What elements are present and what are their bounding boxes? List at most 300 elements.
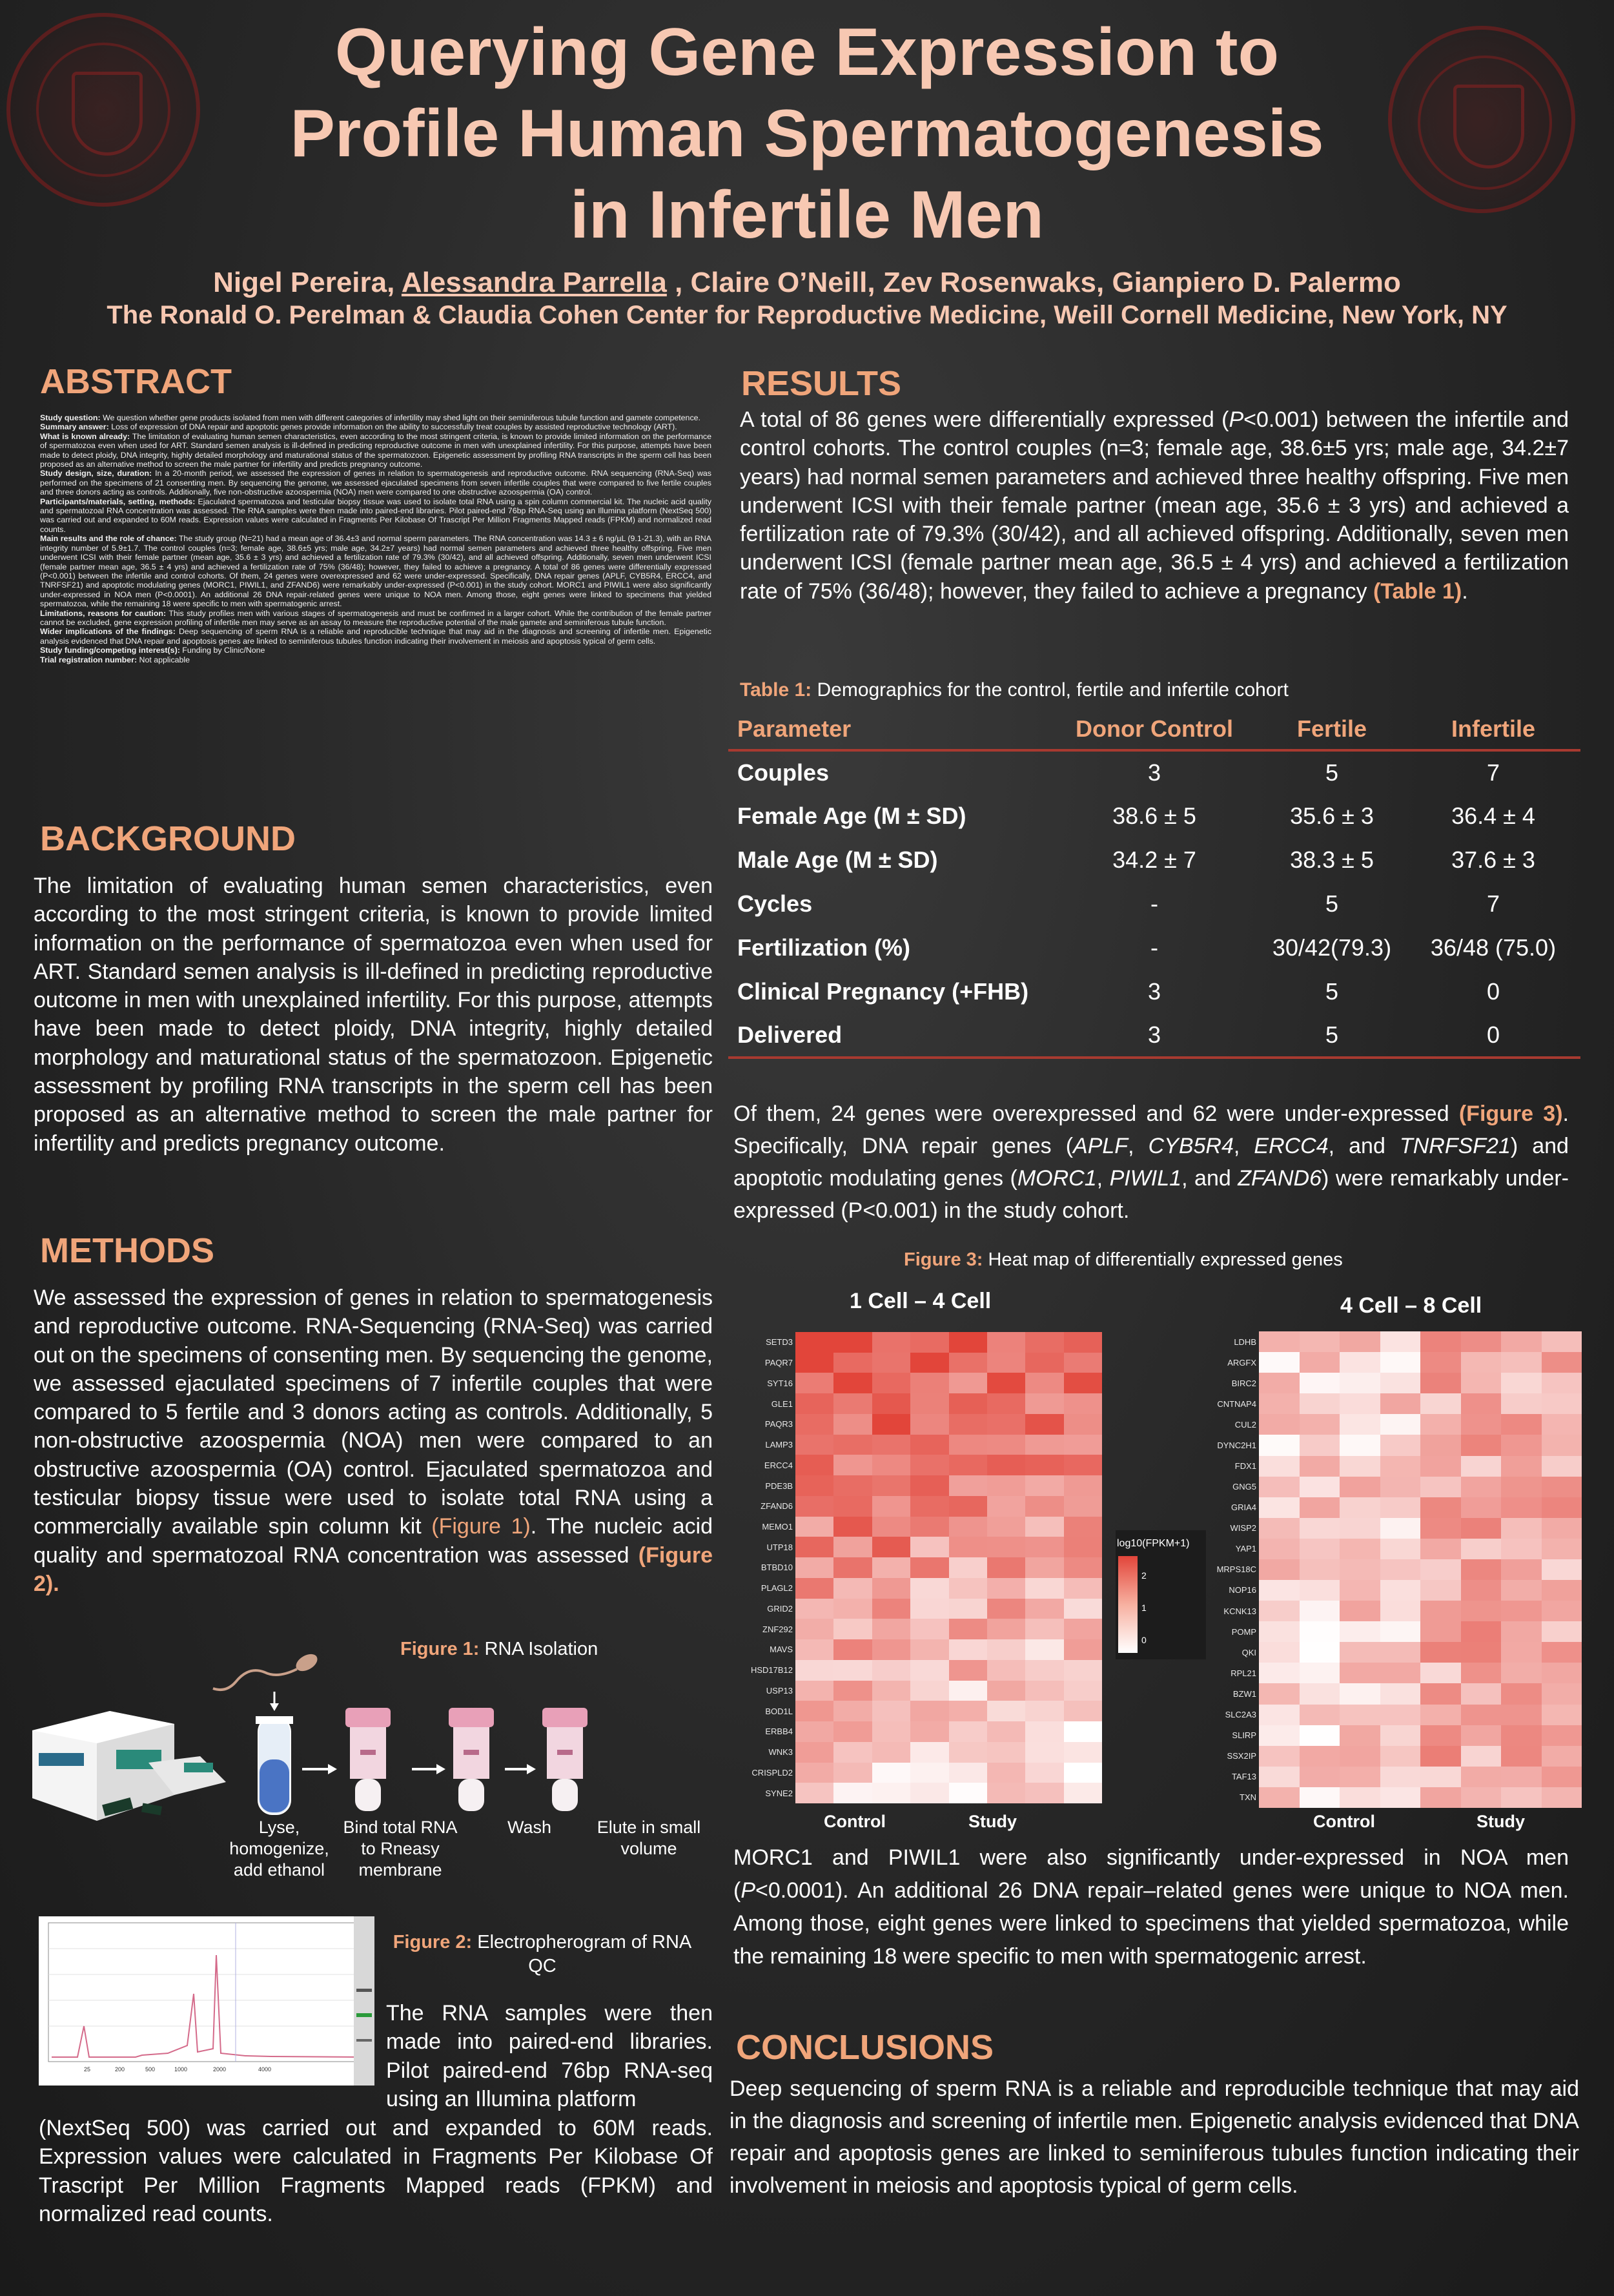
- heatmap-cell: [1420, 1767, 1461, 1787]
- heatmap-cell: [795, 1742, 833, 1763]
- gene-label: FDX1: [1234, 1461, 1256, 1471]
- table-cell: 36/48 (75.0): [1430, 934, 1557, 961]
- gene-label: BTBD10: [761, 1563, 793, 1573]
- title-line: in Infertile Men: [570, 178, 1044, 252]
- heatmap-cell: [1340, 1642, 1380, 1663]
- heatmap-cell: [1025, 1619, 1063, 1639]
- affiliation: The Ronald O. Perelman & Claudia Cohen Center for Reproductive Medicine, Weill Cornell Medicine, New York, NY: [107, 301, 1507, 329]
- heatmap-cell: [1542, 1497, 1582, 1518]
- heatmap-cell: [1259, 1663, 1300, 1683]
- abstract-item-text: This study profiles men with various stages of spermatogenesis and must be confirmed in a larger cohort. While the contribution of the female partner cannot be excluded, gene expression profiling of infertile men may serve as an assay to measure the reproductive potential of the male gamete and seminiferous tubule function.: [40, 608, 711, 627]
- abstract-heading: ABSTRACT: [40, 362, 232, 401]
- gene-label: YAP1: [1235, 1544, 1256, 1554]
- abstract-item-text: The limitation of evaluating human semen characteristics, even according to the most stringent criteria, is known to provide limited information on the performance of spermatozoa even when used for ART. Standard semen analysis is ill-defined in predicting reproductive outcome in men with unexplained infertility. For this purpose, attempts have been made to detect ploidy, DNA integrity, highly detailed morphology and maturational status of the spermatozoon. Epigenetic assessment by profiling RNA transcripts in the sperm cell has been proposed as an alternative method to screen the male partner for infertility and predicts pregnancy outcome.: [40, 431, 711, 469]
- heatmap-cell: [987, 1721, 1025, 1742]
- heatmap-cell: [1340, 1435, 1380, 1455]
- heatmap-cell: [1420, 1705, 1461, 1725]
- heatmap-cell: [1300, 1642, 1340, 1663]
- table-row: [728, 882, 1580, 926]
- heatmap-cell: [1300, 1767, 1340, 1787]
- text-part: <0.0001). An additional 26 DNA repair–related genes were unique to NOA men. Among those, eight genes were linked to specimens that yielded spermatozoa, while the remaining 18 were specific to men with spermatogenic arrest.: [733, 1878, 1569, 1969]
- heatmap-cell: [1380, 1539, 1421, 1559]
- table-row: [728, 838, 1580, 882]
- gel-lane: [354, 1916, 374, 2086]
- heatmap-cell: [795, 1475, 833, 1496]
- heatmap-cell: [1420, 1601, 1461, 1621]
- heatmap-cell: [1340, 1746, 1380, 1767]
- heatmap-cell: [1300, 1477, 1340, 1497]
- heatmap-cell: [949, 1496, 987, 1517]
- heatmap-cell: [1542, 1518, 1582, 1539]
- heatmap-cell: [949, 1353, 987, 1373]
- gene-name: MORC1: [1017, 1166, 1097, 1191]
- heatmap-cell: [949, 1763, 987, 1783]
- abstract-item-label: Trial registration number:: [40, 655, 138, 664]
- heatmap-cell: [1259, 1477, 1300, 1497]
- gene-label: HSD17B12: [750, 1665, 793, 1676]
- text-part: ) were remarkably under-expressed (P<0.001) in the study cohort.: [733, 1166, 1569, 1223]
- heatmap-cell: [987, 1517, 1025, 1537]
- heatmap-cell: [1461, 1705, 1502, 1725]
- heatmap-cell: [910, 1435, 948, 1455]
- abstract-item: [40, 413, 711, 422]
- heatmap-cell: [872, 1353, 910, 1373]
- heatmap-cell: [1542, 1539, 1582, 1559]
- heatmap-cell: [1420, 1642, 1461, 1663]
- x-label-control: Control: [1313, 1812, 1375, 1831]
- table-1-caption: [740, 679, 1289, 701]
- heatmap-cell: [1300, 1373, 1340, 1393]
- x-label-study: Study: [968, 1812, 1017, 1831]
- results-paragraph-3: [733, 1841, 1569, 1973]
- heatmap-cell: [795, 1763, 833, 1783]
- heatmap-cell: [795, 1681, 833, 1701]
- heatmap-cell: [910, 1721, 948, 1742]
- heatmap-cell: [1025, 1373, 1063, 1393]
- heatmap-cell: [1025, 1783, 1063, 1803]
- heatmap-cell: [795, 1373, 833, 1393]
- heatmap-cell: [1501, 1435, 1542, 1455]
- heatmap-cell: [1064, 1660, 1102, 1681]
- heatmap-cell: [1380, 1393, 1421, 1414]
- methods-text-full: (NextSeq 500) was carried out and expanded to 60M reads. Expression values were calculated in Fragments Per Kilobase Of Trascript Per Million Fragments Mapped reads (FPKM) and normalized read counts.: [39, 2116, 713, 2226]
- heatmap-cell: [987, 1701, 1025, 1721]
- heatmap-cell: [1025, 1681, 1063, 1701]
- heatmap-cell: [1300, 1580, 1340, 1601]
- heatmap-cell: [949, 1557, 987, 1578]
- x-label-control: Control: [824, 1812, 886, 1831]
- heatmap-cell: [910, 1599, 948, 1619]
- cornell-medical-college-seal: [6, 13, 200, 207]
- abstract-item-label: Participants/materials, setting, methods:: [40, 497, 196, 506]
- heatmap-cell: [1025, 1455, 1063, 1475]
- table-cell: 7: [1486, 759, 1500, 786]
- heatmap-cell: [1380, 1663, 1421, 1683]
- heatmap-cell: [949, 1742, 987, 1763]
- text-part: A total of 86 genes were differentially expressed (: [740, 407, 1229, 432]
- heatmap-cell: [949, 1475, 987, 1496]
- heatmap-cell: [1542, 1580, 1582, 1601]
- heatmap-cell: [1380, 1559, 1421, 1580]
- heatmap-cell: [1259, 1580, 1300, 1601]
- heatmap-cell: [1380, 1767, 1421, 1787]
- heatmap-cell: [1461, 1331, 1502, 1352]
- heatmap-cell: [987, 1414, 1025, 1435]
- caption-label: Figure 3:: [904, 1249, 983, 1270]
- author: , Claire O’Neill, Zev Rosenwaks, Gianpiero D. Palermo: [666, 267, 1401, 298]
- heatmap-cell: [1340, 1621, 1380, 1642]
- heatmap-cell: [987, 1619, 1025, 1639]
- heatmap-left-title: 1 Cell – 4 Cell: [850, 1289, 992, 1313]
- heatmap-cell: [1259, 1746, 1300, 1767]
- heatmap-cell: [872, 1475, 910, 1496]
- heatmap-cell: [1340, 1725, 1380, 1746]
- text-part: . Specifically, DNA repair genes (: [733, 1102, 1569, 1158]
- gene-label: MRPS18C: [1216, 1564, 1256, 1575]
- heatmap-cell: [1542, 1435, 1582, 1455]
- heatmap-cell: [910, 1496, 948, 1517]
- heatmap-cell: [1542, 1621, 1582, 1642]
- heatmap-cell: [949, 1455, 987, 1475]
- gene-label: BOD1L: [765, 1706, 793, 1716]
- heatmap-cell: [1300, 1787, 1340, 1808]
- heatmap-cell: [833, 1414, 872, 1435]
- gene-label: GLE1: [771, 1399, 793, 1409]
- heatmap-cell: [1501, 1705, 1542, 1725]
- caption-text: Demographics for the control, fertile and infertile cohort: [812, 679, 1289, 701]
- heatmap-cell: [795, 1496, 833, 1517]
- heatmap-cell: [1461, 1352, 1502, 1373]
- heatmap-cell: [1420, 1746, 1461, 1767]
- heatmap-cell: [987, 1353, 1025, 1373]
- heatmap-cell: [1501, 1518, 1542, 1539]
- heatmap-cell: [949, 1414, 987, 1435]
- gene-name: CYB5R4: [1148, 1134, 1234, 1158]
- poster-title: [194, 12, 1420, 256]
- table-header-row: [728, 709, 1580, 750]
- heatmap-cell: [1542, 1683, 1582, 1704]
- heatmap-cell: [1461, 1601, 1502, 1621]
- heatmap-cell: [1501, 1559, 1542, 1580]
- heatmap-cell: [949, 1599, 987, 1619]
- author: Nigel Pereira,: [213, 267, 402, 298]
- heatmap-cell: [1064, 1353, 1102, 1373]
- heatmap-cell: [1501, 1414, 1542, 1435]
- heatmap-cell: [1064, 1639, 1102, 1660]
- heatmap-cell: [1461, 1393, 1502, 1414]
- heatmap-cell: [1420, 1352, 1461, 1373]
- abstract-item: [40, 655, 711, 664]
- heatmap-cell: [1300, 1456, 1340, 1477]
- abstract-item: [40, 646, 711, 655]
- heatmap-cell: [833, 1537, 872, 1557]
- heatmap-cell: [949, 1639, 987, 1660]
- table-cell: Couples: [737, 759, 830, 786]
- heatmap-cell: [1461, 1456, 1502, 1477]
- heatmap-cell: [910, 1783, 948, 1803]
- heatmap-cell: [1025, 1599, 1063, 1619]
- heatmap-cell: [1064, 1578, 1102, 1599]
- heatmap-cell: [1025, 1537, 1063, 1557]
- methods-heading: METHODS: [40, 1231, 214, 1270]
- heatmap-cell: [795, 1455, 833, 1475]
- heatmap-cell: [833, 1763, 872, 1783]
- heatmap-cell: [872, 1517, 910, 1537]
- heatmap-cell: [1259, 1539, 1300, 1559]
- heatmap-cell: [1501, 1601, 1542, 1621]
- heatmap-cell: [1542, 1746, 1582, 1767]
- heatmap-cell: [795, 1393, 833, 1414]
- heatmap-cell: [1542, 1456, 1582, 1477]
- heatmap-cell: [987, 1639, 1025, 1660]
- gene-label: QKI: [1241, 1647, 1256, 1657]
- heatmap-cell: [1461, 1559, 1502, 1580]
- heatmap-cell: [1025, 1435, 1063, 1455]
- heatmap-cell: [987, 1373, 1025, 1393]
- heatmap-cell: [987, 1681, 1025, 1701]
- heatmap-cell: [1420, 1435, 1461, 1455]
- heatmap-cell: [987, 1742, 1025, 1763]
- heatmap-cell: [987, 1537, 1025, 1557]
- heatmap-cell: [1259, 1497, 1300, 1518]
- heatmap-cell: [1420, 1497, 1461, 1518]
- heatmap-cell: [1064, 1332, 1102, 1353]
- title-line: Querying Gene Expression to: [334, 15, 1280, 90]
- gene-label: CRISPLD2: [751, 1767, 793, 1778]
- gene-label: ERCC4: [764, 1460, 793, 1470]
- heatmap-cell: [833, 1455, 872, 1475]
- heatmap-cell: [833, 1353, 872, 1373]
- heatmap-cell: [1064, 1681, 1102, 1701]
- heatmap-cell: [872, 1557, 910, 1578]
- gene-name: ZFAND6: [1238, 1166, 1322, 1191]
- table-cell: 30/42(79.3): [1272, 934, 1392, 961]
- abstract-item-label: Study funding/competing interest(s):: [40, 646, 180, 655]
- heatmap-cell: [1340, 1477, 1380, 1497]
- heatmap-cell: [1380, 1621, 1421, 1642]
- text-part: , and: [1328, 1134, 1400, 1158]
- methods-text-part: . The nucleic acid quality and spermatozoal RNA concentration was assessed: [34, 1514, 713, 1568]
- gene-name: TNRFSF21: [1399, 1134, 1511, 1158]
- text-part: <0.001) between the infertile and control cohorts. The control couples (n=3; female age, 38.6±5 yrs; male age, 34.2±7 years) had normal semen parameters and achieved three healthy offspring. Five men underwent ICSI with their female partner (mean age, 35.6 ± 3 yrs) and achieved a fertilization rate of 79.3% (30/42), and all achieved offspring. Additionally, seven men underwent ICSI (female partner mean age, 36.5 ± 4 yrs) and achieved a fertilization rate of 75% (36/48); however, they failed to achieve a pregnancy: [740, 407, 1569, 604]
- heatmap-cell: [1259, 1435, 1300, 1455]
- heatmap-cell: [910, 1517, 948, 1537]
- heatmap-cell: [1300, 1683, 1340, 1704]
- heatmap-cell: [1420, 1663, 1461, 1683]
- heatmap-cell: [872, 1599, 910, 1619]
- heatmap-cell: [1064, 1763, 1102, 1783]
- heatmap-cell: [1340, 1663, 1380, 1683]
- heatmap-cell: [1064, 1475, 1102, 1496]
- heatmap-right-gene-labels: [1207, 1331, 1256, 1808]
- heatmap-cell: [987, 1660, 1025, 1681]
- heatmap-cell: [1380, 1518, 1421, 1539]
- heatmap-cell: [1380, 1497, 1421, 1518]
- table-cell: Male Age (M ± SD): [737, 846, 938, 873]
- abstract-item-text: We question whether gene products isolated from men with different categories of infertility may shed light on their seminiferous tubule function and gamete competence.: [100, 413, 700, 422]
- heatmap-cell: [1420, 1518, 1461, 1539]
- heatmap-cell: [1461, 1373, 1502, 1393]
- heatmap-cell: [1259, 1456, 1300, 1477]
- legend-title: log10(FPKM+1): [1117, 1538, 1190, 1549]
- gene-label: RPL21: [1231, 1668, 1256, 1678]
- heatmap-cell: [1064, 1619, 1102, 1639]
- heatmap-cell: [1461, 1787, 1502, 1808]
- gene-label: PAQR3: [764, 1419, 793, 1430]
- heatmap-cell: [1259, 1518, 1300, 1539]
- heatmap-cell: [1064, 1435, 1102, 1455]
- heatmap-cell: [1380, 1683, 1421, 1704]
- heatmap-cell: [910, 1557, 948, 1578]
- methods-text-part: We assessed the expression of genes in relation to spermatogenesis and reproductive outcome. RNA-Sequencing (RNA-Seq) was carried out on the specimens of consenting men. By sequencing the genome, we assessed ejaculated specimens of 7 infertile couples that were compared to 5 fertile and 3 donors acting as controls. Additionally, 5 non-obstructive azoospermia (NOA) men were compared to an obstructive azoospermia (OA) control. Ejaculated spermatozoa and testicular biopsy tissue were used to isolate total RNA using a commercially available spin column kit: [34, 1286, 713, 1539]
- heatmap-cell: [1501, 1331, 1542, 1352]
- results-paragraph-2: Of them, 24 genes were overexpressed and 62 were under-expressed (Figure 3). Specifically, DNA repair genes (APLF, CYB5R4, ERCC4, and TNRFSF21) and apoptotic modulating genes (MORC1, PIWIL1, and ZFAND6) were remarkably under-expressed (P<0.001) in the study cohort.: [733, 1102, 1569, 1223]
- x-tick-label: 500: [145, 2066, 156, 2073]
- figure-2-ref: (Figure 2).: [34, 1543, 713, 1596]
- heatmap-cell: [949, 1537, 987, 1557]
- abstract-item-text: Loss of expression of DNA repair and apoptotic genes provide information on the ability to successfully treat couples by assisted reproductive technology (ART).: [108, 422, 677, 432]
- heatmap-cell: [949, 1332, 987, 1353]
- gene-label: BZW1: [1232, 1688, 1256, 1699]
- heatmap-cell: [1420, 1456, 1461, 1477]
- caption-text: Electropherogram of RNA QC: [472, 1932, 692, 1976]
- heatmap-cell: [910, 1537, 948, 1557]
- heatmap-cell: [987, 1763, 1025, 1783]
- heatmap-cell: [795, 1783, 833, 1803]
- heatmap-cell: [1542, 1373, 1582, 1393]
- heatmap-right: [1259, 1331, 1582, 1808]
- abstract-item-label: What is known already:: [40, 431, 130, 441]
- heatmap-cell: [1300, 1539, 1340, 1559]
- heatmap-cell: [833, 1373, 872, 1393]
- heatmap-cell: [1380, 1352, 1421, 1373]
- methods-text: [34, 1284, 713, 1598]
- heatmap-cell: [987, 1435, 1025, 1455]
- heatmap-cell: [987, 1475, 1025, 1496]
- figure-1-rna-isolation: [19, 1634, 710, 1827]
- heatmap-cell: [949, 1393, 987, 1414]
- heatmap-cell: [1340, 1497, 1380, 1518]
- heatmap-cell: [1300, 1621, 1340, 1642]
- heatmap-cell: [1501, 1683, 1542, 1704]
- heatmap-cell: [833, 1639, 872, 1660]
- heatmap-cell: [795, 1660, 833, 1681]
- heatmap-cell: [1420, 1393, 1461, 1414]
- abstract-item-text: Not applicable: [137, 655, 190, 664]
- heatmap-cell: [1461, 1477, 1502, 1497]
- heatmap-cell: [1380, 1414, 1421, 1435]
- heatmap-cell: [795, 1619, 833, 1639]
- text-part: Of them, 24 genes were overexpressed and 62 were under-expressed: [733, 1102, 1459, 1126]
- heatmap-cell: [1461, 1580, 1502, 1601]
- table-cell: Clinical Pregnancy (+FHB): [737, 978, 1029, 1005]
- heatmap-cell: [1542, 1559, 1582, 1580]
- heatmap-cell: [1461, 1518, 1502, 1539]
- heatmap-cell: [1025, 1353, 1063, 1373]
- heatmap-cell: [1259, 1414, 1300, 1435]
- table-1-ref: (Table 1): [1373, 579, 1462, 604]
- abstract-item-text: Deep sequencing of sperm RNA is a reliable and reproducible technique that may aid in the diagnosis and screening of infertile men. Epigenetic analysis evidenced that DNA repair and apoptosis genes are linked to seminiferous tubules function indicating their involvement in meiosis and apoptosis typical of germ cells.: [40, 627, 711, 646]
- heatmap-cell: [1259, 1373, 1300, 1393]
- abstract-item: [40, 497, 711, 535]
- heatmap-cell: [949, 1701, 987, 1721]
- heatmap-cell: [872, 1373, 910, 1393]
- heatmap-cell: [1501, 1477, 1542, 1497]
- heatmap-cell: [1461, 1497, 1502, 1518]
- heatmap-cell: [1025, 1639, 1063, 1660]
- heatmap-cell: [1420, 1477, 1461, 1497]
- heatmap-cell: [949, 1721, 987, 1742]
- heatmap-cell: [1340, 1331, 1380, 1352]
- heatmap-cell: [1420, 1539, 1461, 1559]
- heatmap-cell: [949, 1681, 987, 1701]
- table-cell: Fertilization (%): [737, 934, 910, 961]
- heatmap-cell: [1340, 1601, 1380, 1621]
- heatmap-cell: [872, 1742, 910, 1763]
- heatmap-cell: [1025, 1763, 1063, 1783]
- heatmap-cell: [1259, 1559, 1300, 1580]
- heatmap-cell: [1501, 1746, 1542, 1767]
- table-cell: 3: [1147, 759, 1161, 786]
- figure-2-caption: [387, 1931, 697, 1978]
- heatmap-cell: [1420, 1373, 1461, 1393]
- gene-name: PIWIL1: [1109, 1166, 1182, 1191]
- heatmap-cell: [1259, 1352, 1300, 1373]
- heatmap-cell: [1259, 1393, 1300, 1414]
- heatmap-cell: [1501, 1621, 1542, 1642]
- heatmap-cell: [872, 1393, 910, 1414]
- text-part: P: [741, 1878, 756, 1903]
- heatmap-cell: [1300, 1601, 1340, 1621]
- table-cell: 34.2 ± 7: [1112, 846, 1196, 873]
- spin-column-icon: [449, 1708, 494, 1811]
- x-tick-label: 4000: [258, 2066, 272, 2073]
- gene-label: SYT16: [767, 1378, 793, 1388]
- heatmap-cell: [1025, 1496, 1063, 1517]
- heatmap-cell: [872, 1681, 910, 1701]
- color-legend: [1116, 1530, 1206, 1659]
- table-cell: 3: [1147, 978, 1161, 1005]
- heatmap-cell: [795, 1701, 833, 1721]
- heatmap-cell: [1340, 1414, 1380, 1435]
- heatmap-cell: [833, 1701, 872, 1721]
- conclusions-text: Deep sequencing of sperm RNA is a reliable and reproducible technique that may aid in the diagnosis and screening of infertile men. Epigenetic analysis evidenced that DNA repair and apoptosis genes are linked to seminiferous tubules function indicating their involvement in meiosis and apoptosis typical of germ cells.: [730, 2076, 1579, 2198]
- heatmap-cell: [1380, 1580, 1421, 1601]
- heatmap-cell: [1542, 1352, 1582, 1373]
- heatmap-cell: [1542, 1601, 1582, 1621]
- table-row: [728, 750, 1580, 794]
- table-cell: Cycles: [737, 890, 813, 917]
- heatmap-cell: [872, 1537, 910, 1557]
- heatmap-cell: [1064, 1783, 1102, 1803]
- text-part: MORC1 and PIWIL1 were also significantly under-expressed in NOA men (: [733, 1845, 1569, 1903]
- legend-tick: 2: [1141, 1570, 1147, 1581]
- heatmap-cell: [949, 1783, 987, 1803]
- heatmap-cell: [1420, 1580, 1461, 1601]
- heatmap-cell: [1064, 1393, 1102, 1414]
- step-label: Bind total RNA to Rneasy membrane: [343, 1818, 458, 1880]
- heatmap-cell: [1025, 1742, 1063, 1763]
- heatmap-cell: [795, 1721, 833, 1742]
- gene-label: WNK3: [768, 1747, 793, 1758]
- background-text: The limitation of evaluating human semen characteristics, even according to the most stringent criteria, is known to provide limited information on the performance of spermatozoa even when used for ART. Standard semen analysis is ill-defined in predicting reproductive outcome in men with unexplained infertility. For this purpose, attempts have been made to detect ploidy, DNA integrity, highly detailed morphology and maturational status of the spermatozoon. Epigenetic assessment by profiling RNA transcripts in the sperm cell has been proposed as an alternative method to screen the male partner for infertility and predicts pregnancy outcome.: [34, 874, 713, 1156]
- heatmap-cell: [1064, 1455, 1102, 1475]
- heatmap-cell: [833, 1660, 872, 1681]
- heatmap-cell: [1025, 1393, 1063, 1414]
- heatmap-cell: [987, 1599, 1025, 1619]
- gene-label: ZFAND6: [761, 1501, 793, 1512]
- heatmap-cell: [1259, 1787, 1300, 1808]
